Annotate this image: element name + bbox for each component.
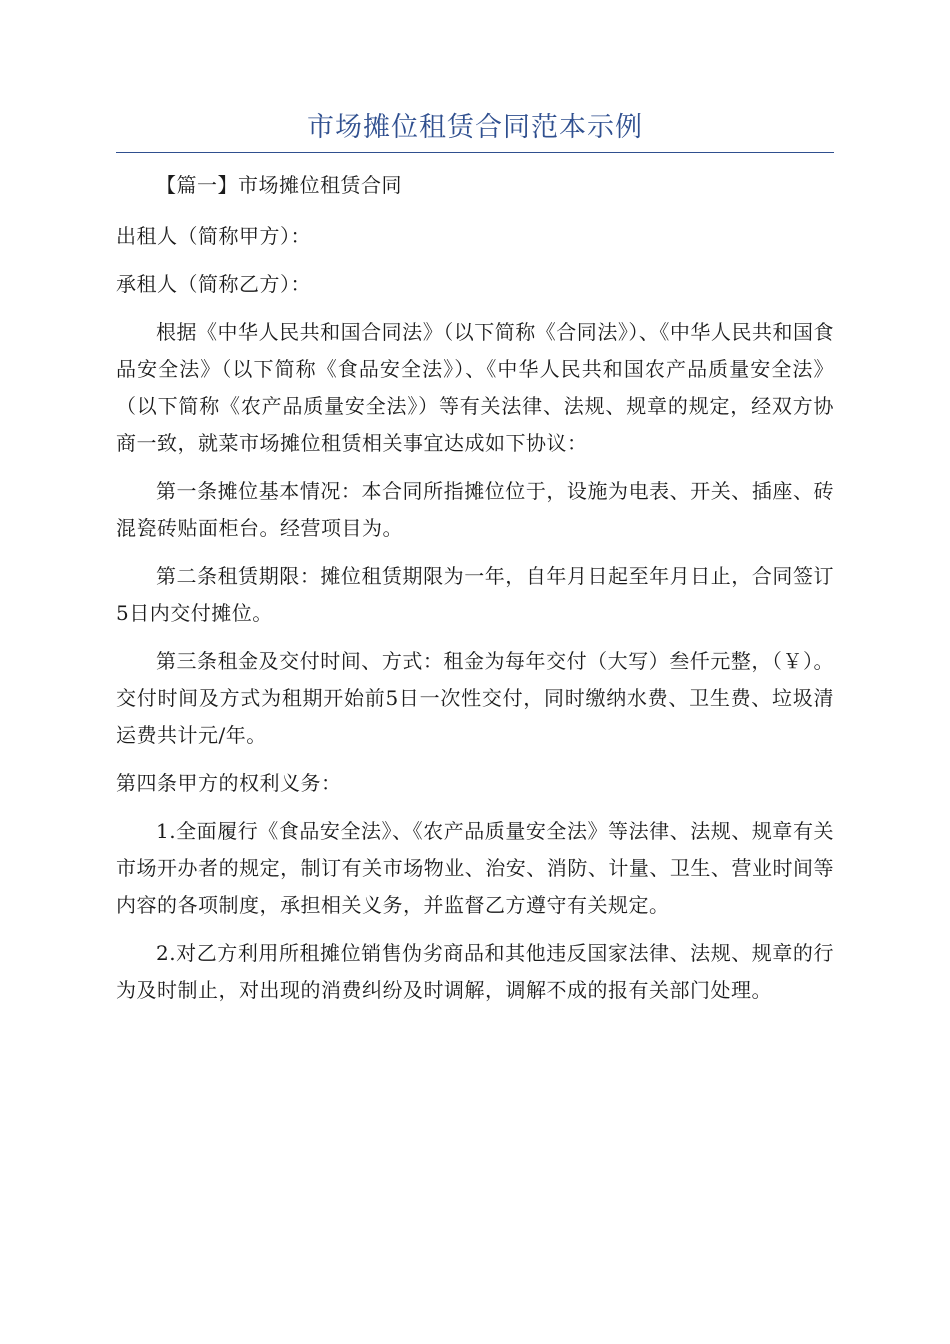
article-3-paragraph: 第三条租金及交付时间、方式：租金为每年交付（大写）叁仟元整，（￥）。交付时间及方式为租期开始前5日一次性交付，同时缴纳水费、卫生费、垃圾清运费共计元/年。 xyxy=(116,649,834,747)
document-page xyxy=(116,108,834,1020)
article-2-paragraph: 第二条租赁期限：摊位租赁期限为一年，自年月日起至年月日止，合同签订5日内交付摊位。 xyxy=(116,564,834,625)
lessee-line: 承租人（简称乙方）： xyxy=(116,272,311,296)
article-1-paragraph: 第一条摊位基本情况：本合同所指摊位位于，设施为电表、开关、插座、砖混瓷砖贴面柜台。经营项目为。 xyxy=(116,479,834,540)
section-heading: 【篇一】市场摊位租赁合同 xyxy=(156,173,402,197)
article-4-heading: 第四条甲方的权利义务： xyxy=(116,771,342,795)
document-title: 市场摊位租赁合同范本示例 xyxy=(116,108,834,153)
preamble-paragraph: 根据《中华人民共和国合同法》（以下简称《合同法》）、《中华人民共和国食品安全法》（以下简称《食品安全法》）、《中华人民共和国农产品质量安全法》（以下简称《农产品质量安全法》）等有关法律、法规、规章的规定，经双方协商一致，就菜市场摊位租赁相关事宜达成如下协议： xyxy=(116,320,834,455)
article-4-item-2: 2.对乙方利用所租摊位销售伪劣商品和其他违反国家法律、法规、规章的行为及时制止，对出现的消费纠纷及时调解，调解不成的报有关部门处理。 xyxy=(116,941,834,1002)
lessor-line: 出租人（简称甲方）： xyxy=(116,224,311,248)
article-4-item-1: 1.全面履行《食品安全法》、《农产品质量安全法》等法律、法规、规章有关市场开办者的规定，制订有关市场物业、治安、消防、计量、卫生、营业时间等内容的各项制度，承担相关义务，并监督乙方遵守有关规定。 xyxy=(116,819,834,917)
